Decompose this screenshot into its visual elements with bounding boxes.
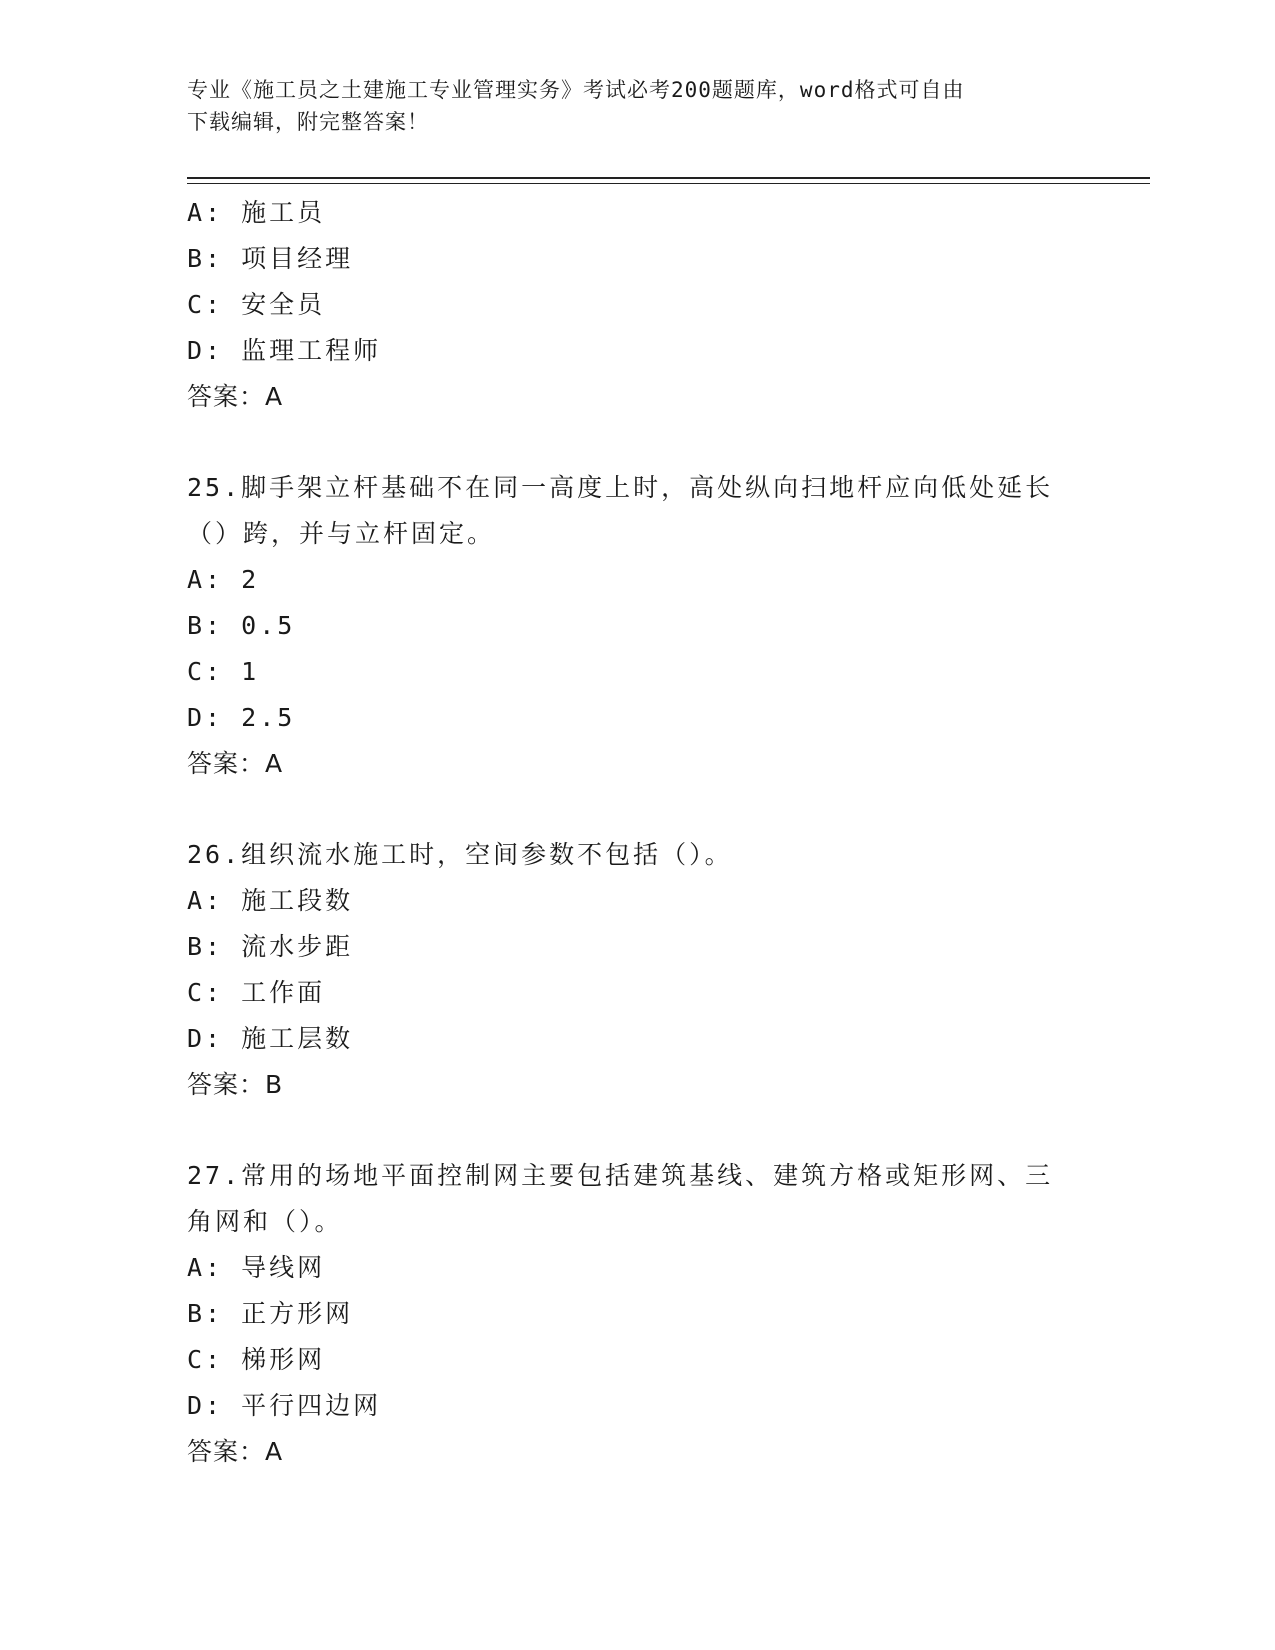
question-list (187, 190, 1087, 1475)
header-line-2: 下载编辑，附完整答案！ (187, 110, 429, 134)
option-b: B: 流水步距 (187, 932, 354, 961)
spacer (187, 1108, 1087, 1153)
question-24 (187, 190, 1087, 420)
header-divider-thin (187, 183, 1150, 184)
option-d: D: 监理工程师 (187, 336, 382, 365)
document-header (187, 74, 1087, 138)
answer-line: 答案：A (187, 749, 284, 778)
question-stem: 26.组织流水施工时，空间参数不包括（）。 (187, 840, 733, 869)
answer-line: 答案：B (187, 1070, 284, 1099)
header-line-1: 专业《施工员之土建施工专业管理实务》考试必考200题题库，word格式可自由 (187, 78, 965, 102)
option-c: C: 1 (187, 657, 260, 686)
answer-line: 答案：A (187, 382, 284, 411)
question-27 (187, 1153, 1087, 1475)
option-d: D: 施工层数 (187, 1024, 354, 1053)
option-c: C: 梯形网 (187, 1345, 326, 1374)
question-26 (187, 832, 1087, 1108)
option-a: A: 2 (187, 565, 260, 594)
question-25 (187, 465, 1087, 787)
option-a: A: 导线网 (187, 1253, 326, 1282)
answer-line: 答案：A (187, 1437, 284, 1466)
option-c: C: 工作面 (187, 978, 326, 1007)
header-divider-thick (187, 177, 1150, 179)
question-stem: 27.常用的场地平面控制网主要包括建筑基线、建筑方格或矩形网、三 (187, 1161, 1054, 1190)
option-b: B: 正方形网 (187, 1299, 354, 1328)
option-b: B: 0.5 (187, 611, 296, 640)
spacer (187, 420, 1087, 465)
question-stem-continued: （）跨，并与立杆固定。 (187, 519, 496, 548)
question-stem-continued: 角网和（）。 (187, 1207, 343, 1236)
option-c: C: 安全员 (187, 290, 326, 319)
question-stem: 25.脚手架立杆基础不在同一高度上时，高处纵向扫地杆应向低处延长 (187, 473, 1054, 502)
option-d: D: 2.5 (187, 703, 296, 732)
spacer (187, 787, 1087, 832)
option-a: A: 施工段数 (187, 886, 354, 915)
option-a: A: 施工员 (187, 198, 326, 227)
option-b: B: 项目经理 (187, 244, 354, 273)
option-d: D: 平行四边网 (187, 1391, 382, 1420)
